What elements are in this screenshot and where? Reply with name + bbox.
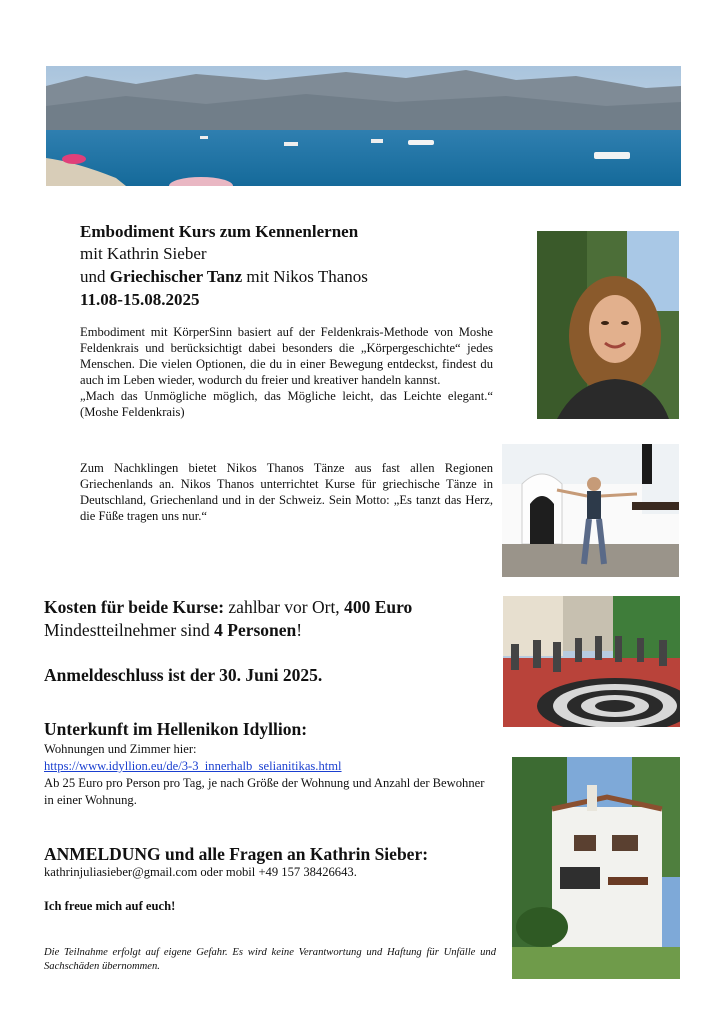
accommodation-sub: Wohnungen und Zimmer hier: — [44, 742, 197, 756]
intro-paragraph — [80, 324, 493, 420]
dance-paragraph — [80, 460, 493, 524]
house-photo-idyllion — [512, 757, 680, 979]
registration-heading: ANMELDUNG und alle Fragen an Kathrin Sieber: — [44, 844, 429, 864]
feldenkrais-quote: „Mach das Unmögliche möglich, das Mögliche leicht, das Leichte elegant.“ (Moshe Feldenkrais) — [80, 389, 493, 419]
accommodation-link[interactable]: https://www.idyllion.eu/de/3-3_innerhalb_selianitikas.html — [44, 759, 342, 773]
registration-deadline: Anmeldeschluss ist der 30. Juni 2025. — [44, 665, 323, 685]
greeting: Ich freue mich auf euch! — [44, 899, 176, 913]
teacher-line: mit Kathrin Sieber — [80, 244, 207, 263]
costs-label: Kosten für beide Kurse: — [44, 597, 225, 617]
price: 400 Euro — [344, 597, 413, 617]
course-title-text: Embodiment Kurs zum Kennenlernen — [80, 222, 359, 241]
dance-text: Zum Nachklingen bietet Nikos Thanos Tänze aus fast allen Regionen Griechenlands an. Nikos Thanos unterrichtet Kurse für griechische Tänze in Deutschland, Griechenland und in der Schweiz. Sein Motto: „Es tanzt das Herz, die Füße tragen uns nur.“ — [80, 461, 493, 523]
banner-photo-sea — [46, 66, 681, 186]
circle-dance-photo — [503, 596, 680, 727]
disclaimer: Die Teilnahme erfolgt auf eigene Gefahr. Es wird keine Verantwortung und Haftung für Unfälle und Sachschäden übernommen. — [44, 947, 496, 972]
costs-line: Kosten für beide Kurse: zahlbar vor Ort, 400 Euro — [44, 597, 413, 617]
portrait-photo-kathrin — [537, 231, 679, 419]
intro-text: Embodiment mit KörperSinn basiert auf der Feldenkrais-Methode von Moshe Feldenkrais und berücksichtigt dabei besonders die „Körpergeschichte“ jedes Menschen. Die vielen Optionen, die du in einer Bewegung entdeckst, findest du auch im Leben wieder, wodurch du freier und kreativer handeln kannst. — [80, 325, 493, 387]
course-dates: 11.08-15.08.2025 — [80, 290, 200, 309]
accommodation-heading: Unterkunft im Hellenikon Idyllion: — [44, 719, 308, 739]
dancer-photo-nikos — [502, 444, 679, 577]
accommodation-price: Ab 25 Euro pro Person pro Tag, je nach Größe der Wohnung und Anzahl der Bewohner in einer Wohnung. — [44, 776, 485, 807]
dance-line: und Griechischer Tanz mit Nikos Thanos — [80, 267, 368, 286]
minimum-participants: Mindestteilnehmer sind 4 Personen! — [44, 620, 303, 640]
contact-line: kathrinjuliasieber@gmail.com oder mobil +49 157 38426643. — [44, 865, 357, 879]
course-title — [80, 222, 500, 242]
dance-title: Griechischer Tanz — [109, 267, 243, 286]
